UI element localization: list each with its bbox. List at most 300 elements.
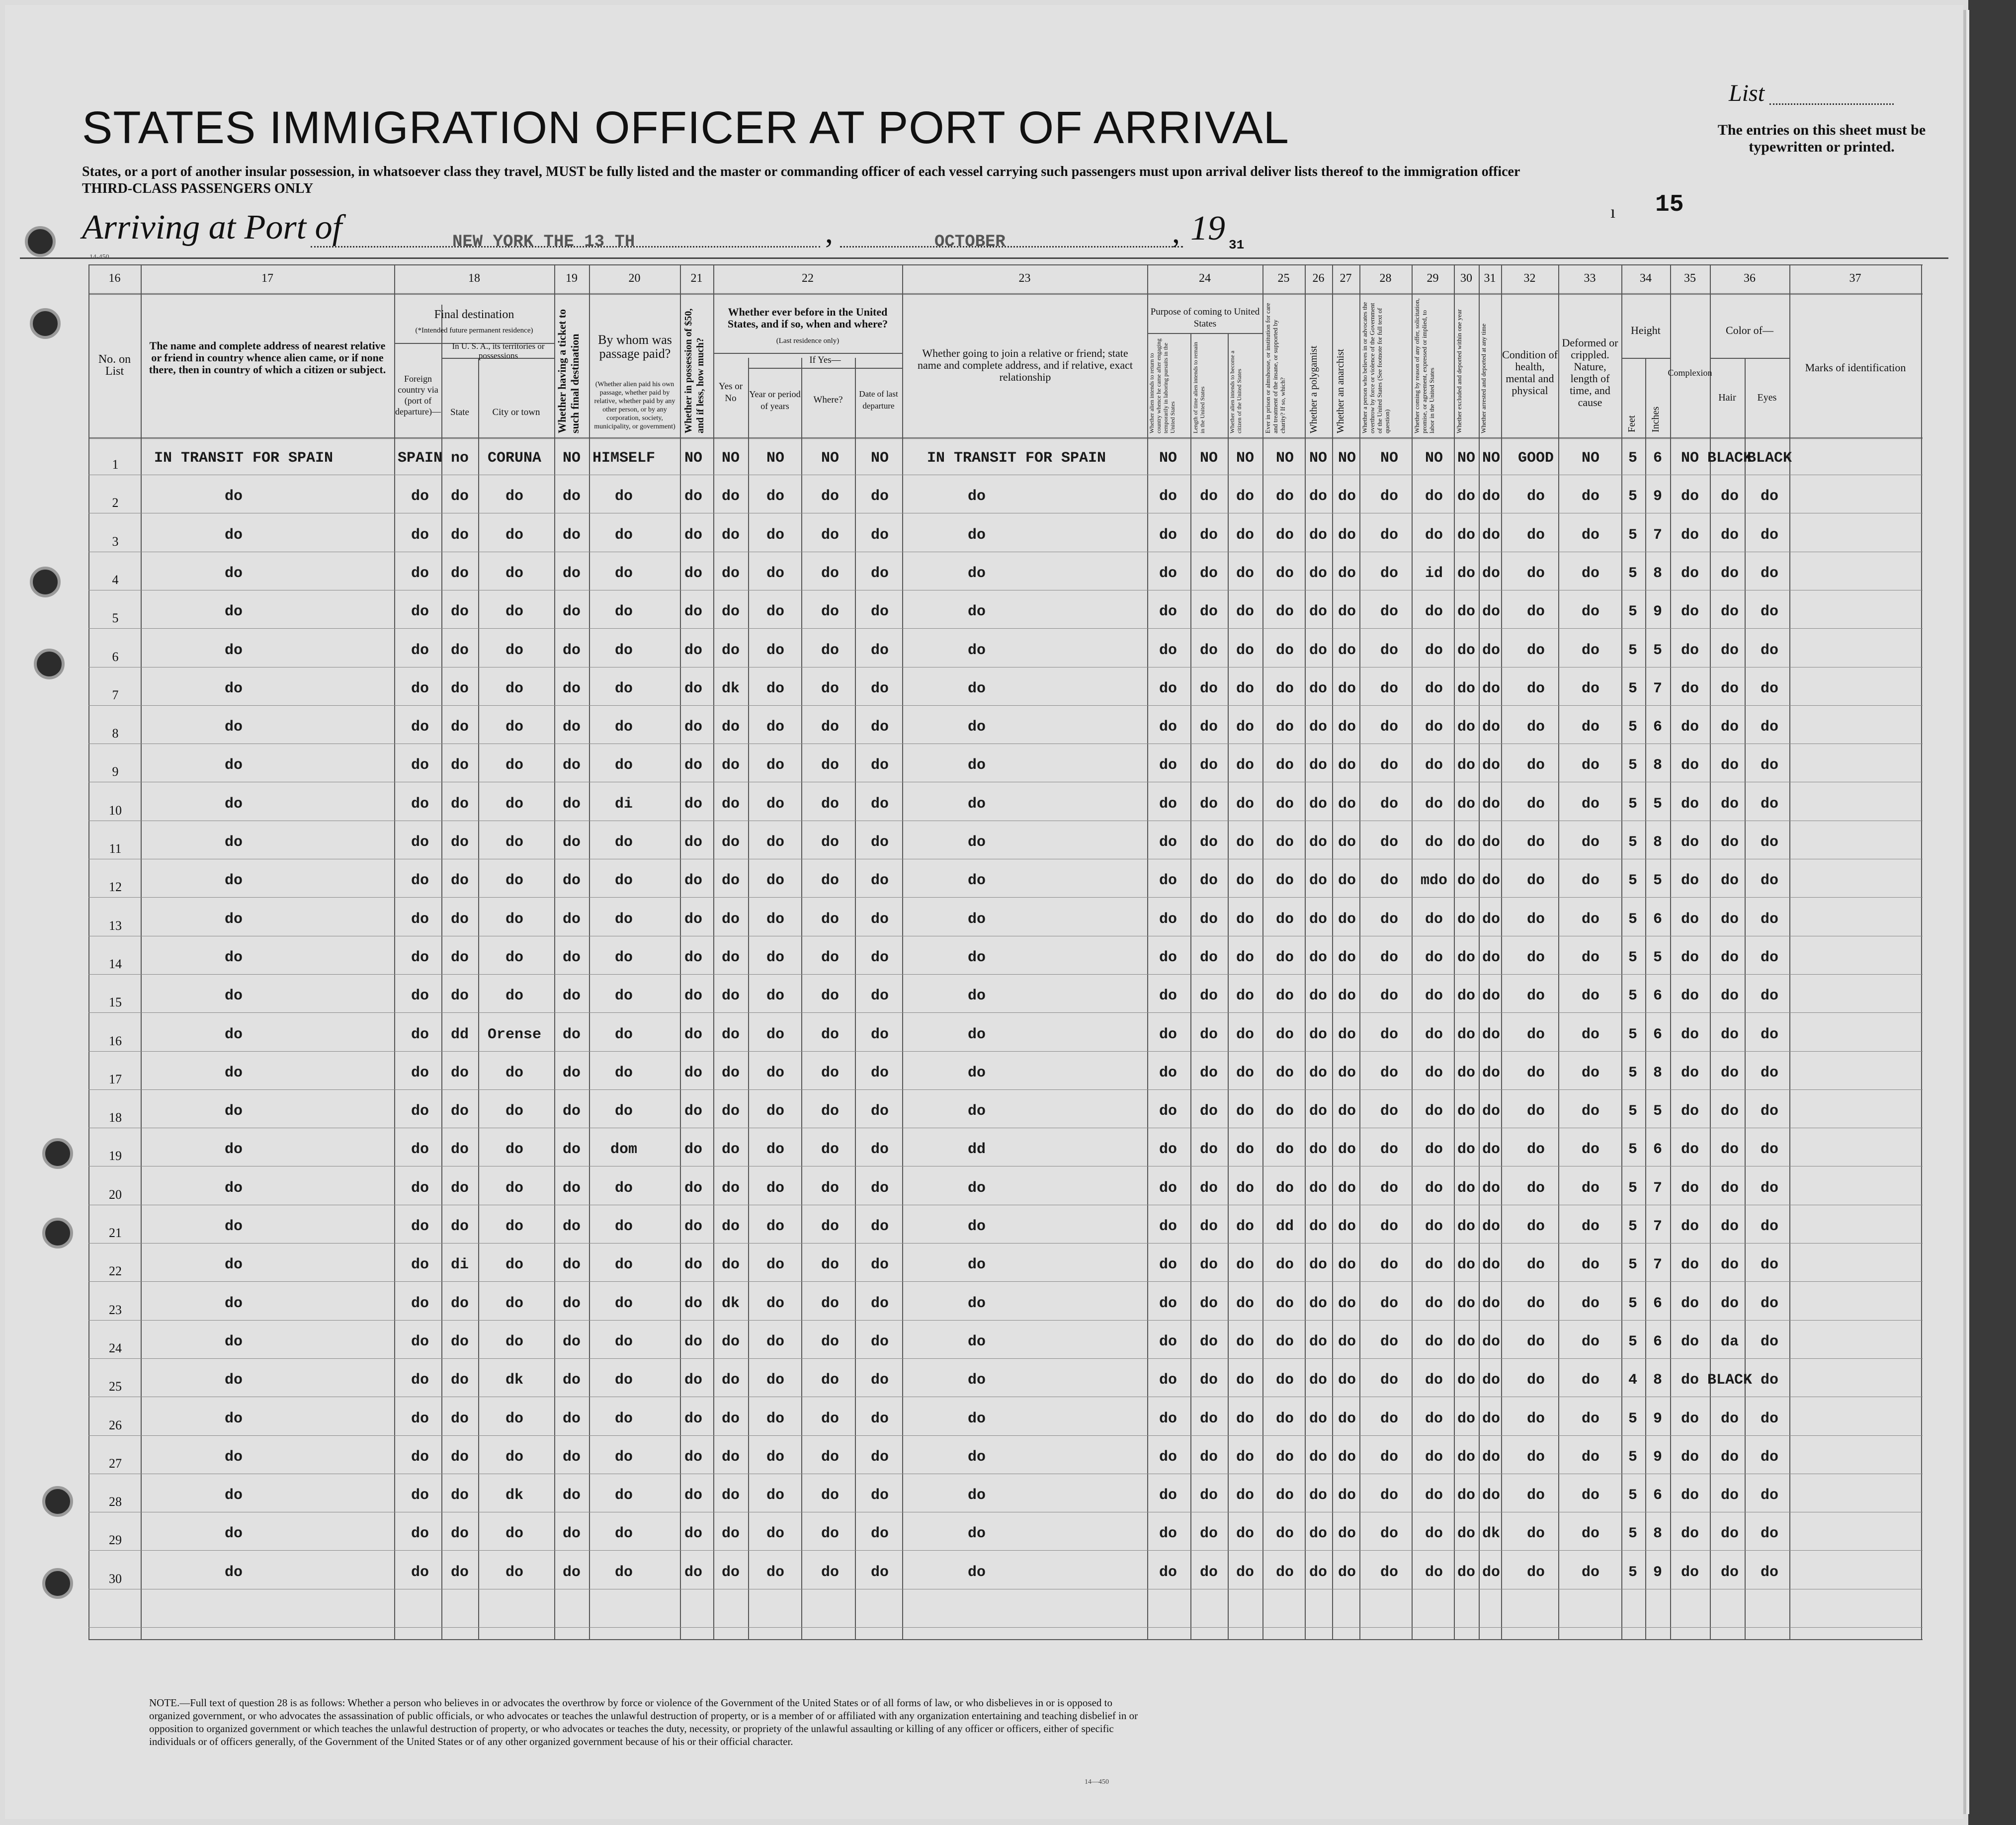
entry-cell: NO [821,450,840,467]
entry-cell: do [1199,680,1218,697]
col-divider [680,264,681,1639]
header-q30: Whether excluded and deported within one year [1455,309,1463,433]
entry-cell: do [562,757,581,774]
entry-cell: do [1760,488,1779,505]
entry-cell: 9 [1653,1410,1663,1427]
entry-cell: do [1425,911,1443,928]
entry-cell: do [766,911,785,928]
entry-cell: do [1680,911,1699,928]
entry-cell: do [562,1448,581,1466]
entry-cell: do [967,1525,986,1543]
column-number-rule [88,293,1923,295]
entry-cell: 7 [1653,1179,1663,1197]
row-number: 5 [112,611,119,626]
entry-cell: do [1236,1372,1255,1389]
sub-rule [1621,358,1670,359]
entry-cell: do [684,719,703,736]
entry-cell: do [967,834,986,851]
entry-cell: do [1581,1141,1600,1159]
row-number: 10 [109,803,122,818]
entry-cell: do [1236,1141,1255,1159]
entry-cell: do [1581,1525,1600,1543]
entry-cell: do [684,642,703,659]
entry-cell: 5 [1653,1103,1663,1120]
entry-cell: do [967,757,986,774]
row-number: 28 [109,1494,122,1509]
entry-cell: NO [1199,450,1218,467]
entry-cell: do [1159,1333,1177,1350]
entry-cell: do [1482,872,1501,890]
binder-hole [42,1568,73,1599]
entry-cell: do [1309,603,1328,621]
entry-cell: do [562,1218,581,1235]
entry-cell: do [1236,1218,1255,1235]
entry-cell: do [1338,1103,1356,1120]
entry-cell: do [821,988,840,1005]
entry-cell: do [1680,1372,1699,1389]
entry-cell: do [1720,1103,1739,1120]
page-number: 15 [1655,191,1684,218]
entry-cell: do [1380,488,1399,505]
entry-cell: do [766,1141,785,1159]
comma: , [1172,214,1180,249]
entry-cell: do [1380,872,1399,890]
entry-cell: do [1760,911,1779,928]
entry-cell: do [821,949,840,966]
header-complexion: Complexion [1668,368,1712,378]
entry-cell: do [1425,1372,1443,1389]
entry-cell: 5 [1653,872,1663,890]
entry-cell: do [1720,911,1739,928]
header-final-destination-sub: (*Intended future permanent residence) [415,327,533,334]
entry-cell: do [1380,1564,1399,1581]
entry-cell: do [411,1448,429,1466]
entry-cell: do [766,1103,785,1120]
entry-cell: do [821,603,840,621]
binder-hole [42,1218,73,1248]
entry-cell: do [1581,949,1600,966]
entry-cell: do [1526,872,1545,890]
entry-cell: do [1680,872,1699,890]
entry-cell: do [870,488,889,505]
entry-cell: do [870,1525,889,1543]
entry-cell: do [684,1564,703,1581]
entry-cell: do [1760,1333,1779,1350]
entry-cell: do [224,1487,243,1504]
entry-cell: do [1309,949,1328,966]
entry-cell: do [1482,680,1501,697]
entry-cell: do [614,1333,633,1350]
row-rule [88,897,1923,898]
entry-cell: do [1526,1064,1545,1081]
entry-cell: do [1425,1487,1443,1504]
entry-cell: do [1380,1256,1399,1274]
entry-cell: do [684,1064,703,1081]
entry-cell: do [505,1410,524,1427]
entry-cell: do [1199,1256,1218,1274]
entry-cell: do [614,680,633,697]
col-divider [589,264,590,1639]
row-rule [88,1051,1923,1052]
entry-cell: do [224,872,243,890]
entry-cell: do [1380,1141,1399,1159]
entry-cell: 9 [1653,1564,1663,1581]
entry-cell: 6 [1653,1333,1663,1350]
header-if-yes: If Yes— [809,355,841,365]
entry-cell: do [1720,603,1739,621]
entry-cell: do [1309,1103,1328,1120]
entry-cell: do [1457,1026,1476,1043]
col-divider [141,264,142,1639]
col-number: 27 [1340,272,1352,285]
entry-cell: do [721,795,740,813]
entry-cell: do [562,1179,581,1197]
entry-cell: 5 [1628,949,1638,966]
entry-cell: do [505,1179,524,1197]
entry-cell: do [821,1410,840,1427]
binder-hole [42,1486,73,1517]
entry-cell: do [821,1295,840,1312]
entry-cell: do [1159,719,1177,736]
entry-cell: do [1526,1448,1545,1466]
entry-cell: 5 [1628,1295,1638,1312]
entry-cell: do [1760,1064,1779,1081]
entry-cell: do [1425,1218,1443,1235]
entry-cell: di [450,1256,469,1274]
entry-cell: do [1338,1525,1356,1543]
col-divider [1621,264,1622,1639]
entry-cell: do [614,1448,633,1466]
entry-cell: do [766,1064,785,1081]
entry-cell: do [411,988,429,1005]
entry-cell: do [562,526,581,544]
header-purpose-a: Whether alien intends to return to country whence he came after engaging temporarily in laboring pursuits in the United States [1148,338,1176,433]
entry-cell: do [562,911,581,928]
entry-cell: do [1482,1487,1501,1504]
entry-cell: do [766,1525,785,1543]
entry-cell: do [1425,1410,1443,1427]
entry-cell: do [1199,1525,1218,1543]
entry-cell: do [224,603,243,621]
entry-cell: do [505,949,524,966]
entry-cell: do [450,1372,469,1389]
entry-cell: do [870,795,889,813]
entry-cell: 6 [1653,1487,1663,1504]
row-number: 7 [112,687,119,702]
entry-cell: 6 [1653,988,1663,1005]
entry-cell: do [821,526,840,544]
entry-cell: do [1199,1448,1218,1466]
entry-cell: do [1236,603,1255,621]
col-divider [478,358,479,1639]
entry-cell: do [1482,1141,1501,1159]
entry-cell: do [1159,488,1177,505]
entry-cell: do [1236,565,1255,582]
col-number: 31 [1484,272,1496,285]
entry-cell: do [870,1141,889,1159]
entry-cell: do [1581,795,1600,813]
entry-cell: do [505,565,524,582]
entry-cell: do [1425,1256,1443,1274]
row-number: 26 [109,1417,122,1432]
entry-cell: NO [562,450,581,467]
entry-cell: do [614,834,633,851]
entry-cell: do [1581,1564,1600,1581]
entry-cell: 5 [1628,1179,1638,1197]
entry-cell: do [1380,988,1399,1005]
entry-cell: do [1236,872,1255,890]
entry-cell: do [224,1103,243,1120]
footnote-form-number: 14—450 [1085,1778,1109,1786]
entry-cell: do [684,1487,703,1504]
entry-cell: do [450,1525,469,1543]
entry-cell: do [1482,1179,1501,1197]
entry-cell: do [562,1525,581,1543]
entry-cell: do [562,1410,581,1427]
entry-cell: do [1275,872,1294,890]
entry-cell: do [870,1026,889,1043]
entry-cell: do [1199,642,1218,659]
entry-cell: NO [870,450,889,467]
entry-cell: do [450,834,469,851]
entry-cell: do [766,1410,785,1427]
entry-cell: 6 [1653,1295,1663,1312]
entry-cell: do [1680,795,1699,813]
entry-cell: do [1760,1295,1779,1312]
col-divider [713,264,714,1639]
entry-cell: do [1199,1295,1218,1312]
entry-cell: do [1199,1103,1218,1120]
year-prefix: 19 [1190,209,1225,248]
entry-cell: do [1199,603,1218,621]
entry-cell: do [684,757,703,774]
entry-cell: do [721,1448,740,1466]
entry-cell: do [684,1026,703,1043]
entry-cell: do [614,1564,633,1581]
entry-cell: do [1760,757,1779,774]
entry-cell: do [766,834,785,851]
entry-cell: do [562,1026,581,1043]
entry-cell: do [450,757,469,774]
entry-cell: do [1338,1410,1356,1427]
entry-cell: do [1275,795,1294,813]
entry-cell: do [505,680,524,697]
entry-cell: do [821,565,840,582]
entry-cell: do [1526,1179,1545,1197]
entry-cell: do [1338,1448,1356,1466]
entry-cell: 5 [1628,1525,1638,1543]
entry-cell: do [1159,1372,1177,1389]
entry-cell: do [614,949,633,966]
entry-cell: do [1275,1179,1294,1197]
entry-cell: do [1482,565,1501,582]
entry-cell: dk [721,1295,740,1312]
col-divider [1558,264,1559,1639]
entry-cell: do [1581,1333,1600,1350]
header-eyes: Eyes [1757,392,1777,403]
entry-cell: do [821,642,840,659]
row-number: 4 [112,572,119,587]
entry-cell: do [1159,1487,1177,1504]
row-number: 13 [109,918,122,933]
entry-cell: NO [1680,450,1699,467]
entry-cell: do [870,1064,889,1081]
entry-cell: do [1581,1179,1600,1197]
entry-cell: do [967,1448,986,1466]
entry-cell: do [684,834,703,851]
col-divider [1228,333,1229,1639]
row-rule [88,1627,1923,1628]
entry-cell: do [870,1487,889,1504]
entry-cell: do [1275,1410,1294,1427]
entry-cell: do [1760,1179,1779,1197]
entry-cell: do [1482,1218,1501,1235]
entry-cell: 7 [1653,1256,1663,1274]
entry-cell: do [1199,1487,1218,1504]
entry-cell: do [967,949,986,966]
entry-cell: do [1236,642,1255,659]
entry-cell: do [684,872,703,890]
entry-cell: do [821,1256,840,1274]
entry-cell: do [821,1179,840,1197]
col-number: 36 [1744,272,1756,285]
entry-cell: do [614,1295,633,1312]
entry-cell: do [1309,565,1328,582]
entry-cell: do [1380,680,1399,697]
entry-cell: do [967,526,986,544]
entry-cell: do [1720,1179,1739,1197]
entry-cell: do [1680,1410,1699,1427]
col-divider [1412,264,1413,1639]
entry-cell: do [1199,1333,1218,1350]
entry-cell: do [721,1026,740,1043]
col-divider [1670,264,1671,1639]
entry-cell: NO [766,450,785,467]
entry-cell: do [614,1487,633,1504]
entry-cell: do [1338,1333,1356,1350]
entry-cell: do [1760,1372,1779,1389]
row-number: 18 [109,1110,122,1125]
entry-cell: do [562,834,581,851]
entry-cell: do [1581,526,1600,544]
entry-cell: do [1275,1256,1294,1274]
entry-cell: do [562,1372,581,1389]
entry-cell: do [721,911,740,928]
entry-cell: do [721,1179,740,1197]
header-final-destination: Final destination [434,308,514,321]
entry-cell: do [562,680,581,697]
col-divider [801,358,802,1639]
entry-cell: do [821,1333,840,1350]
entry-cell: do [766,565,785,582]
entry-cell: do [684,911,703,928]
entry-cell: do [1380,1064,1399,1081]
entry-cell: do [505,526,524,544]
entry-cell: do [1275,642,1294,659]
entry-cell: do [766,1218,785,1235]
entry-cell: do [562,1564,581,1581]
entry-cell: do [1425,1333,1443,1350]
col-divider [1479,264,1480,1639]
entry-cell: do [1680,1295,1699,1312]
binder-hole [30,308,61,339]
entry-cell: do [1526,1256,1545,1274]
entry-cell: do [1199,911,1218,928]
entry-cell: do [1482,1410,1501,1427]
entry-cell: do [1275,526,1294,544]
entry-cell: do [1338,988,1356,1005]
page-edge [1963,10,1969,1814]
entry-cell: 8 [1653,565,1663,582]
col-divider [394,264,395,1639]
entry-cell: do [766,1179,785,1197]
entry-cell: do [684,526,703,544]
entry-cell: dk [1482,1525,1501,1543]
entry-cell: do [1236,1525,1255,1543]
entry-cell: do [1199,1141,1218,1159]
entry-cell: do [562,1256,581,1274]
entry-cell: do [721,603,740,621]
entry-cell: do [1425,834,1443,851]
col-number: 34 [1640,272,1652,285]
entry-cell: do [967,603,986,621]
entry-cell: do [1457,680,1476,697]
entry-cell: do [1199,757,1218,774]
entry-cell: do [1380,911,1399,928]
entry-cell: do [562,1487,581,1504]
entry-cell: do [1581,1064,1600,1081]
entry-cell: do [411,1064,429,1081]
entry-cell: Orense [487,1026,542,1043]
entry-cell: do [766,642,785,659]
entry-cell: do [1457,1179,1476,1197]
entry-cell: do [1680,949,1699,966]
row-rule [88,1550,1923,1551]
entry-cell: do [967,565,986,582]
entry-cell: do [505,1525,524,1543]
entry-cell: do [224,488,243,505]
col-divider [1745,358,1746,1639]
entry-cell: do [1526,1410,1545,1427]
entry-cell: do [411,911,429,928]
entry-cell: do [967,488,986,505]
entry-cell: do [224,719,243,736]
entry-cell: do [1380,1333,1399,1350]
entry-cell: do [450,488,469,505]
entry-cell: do [1309,988,1328,1005]
entry-cell: do [1309,1064,1328,1081]
entry-cell: do [1720,795,1739,813]
entry-cell: do [1581,1026,1600,1043]
entry-cell: do [450,1218,469,1235]
entry-cell: do [1275,488,1294,505]
entry-cell: do [450,1487,469,1504]
row-number: 12 [109,880,122,895]
entry-cell: do [1482,526,1501,544]
entry-cell: do [967,1103,986,1120]
entry-cell: do [1457,603,1476,621]
entry-cell: do [766,1333,785,1350]
col-number: 25 [1277,272,1290,285]
entry-cell: do [870,1103,889,1120]
entry-cell: do [1380,642,1399,659]
col-number: 26 [1312,272,1325,285]
entry-cell: do [505,719,524,736]
col-number: 22 [802,272,814,285]
col-divider [1359,264,1360,1639]
entry-cell: do [1526,565,1545,582]
entry-cell: do [821,757,840,774]
